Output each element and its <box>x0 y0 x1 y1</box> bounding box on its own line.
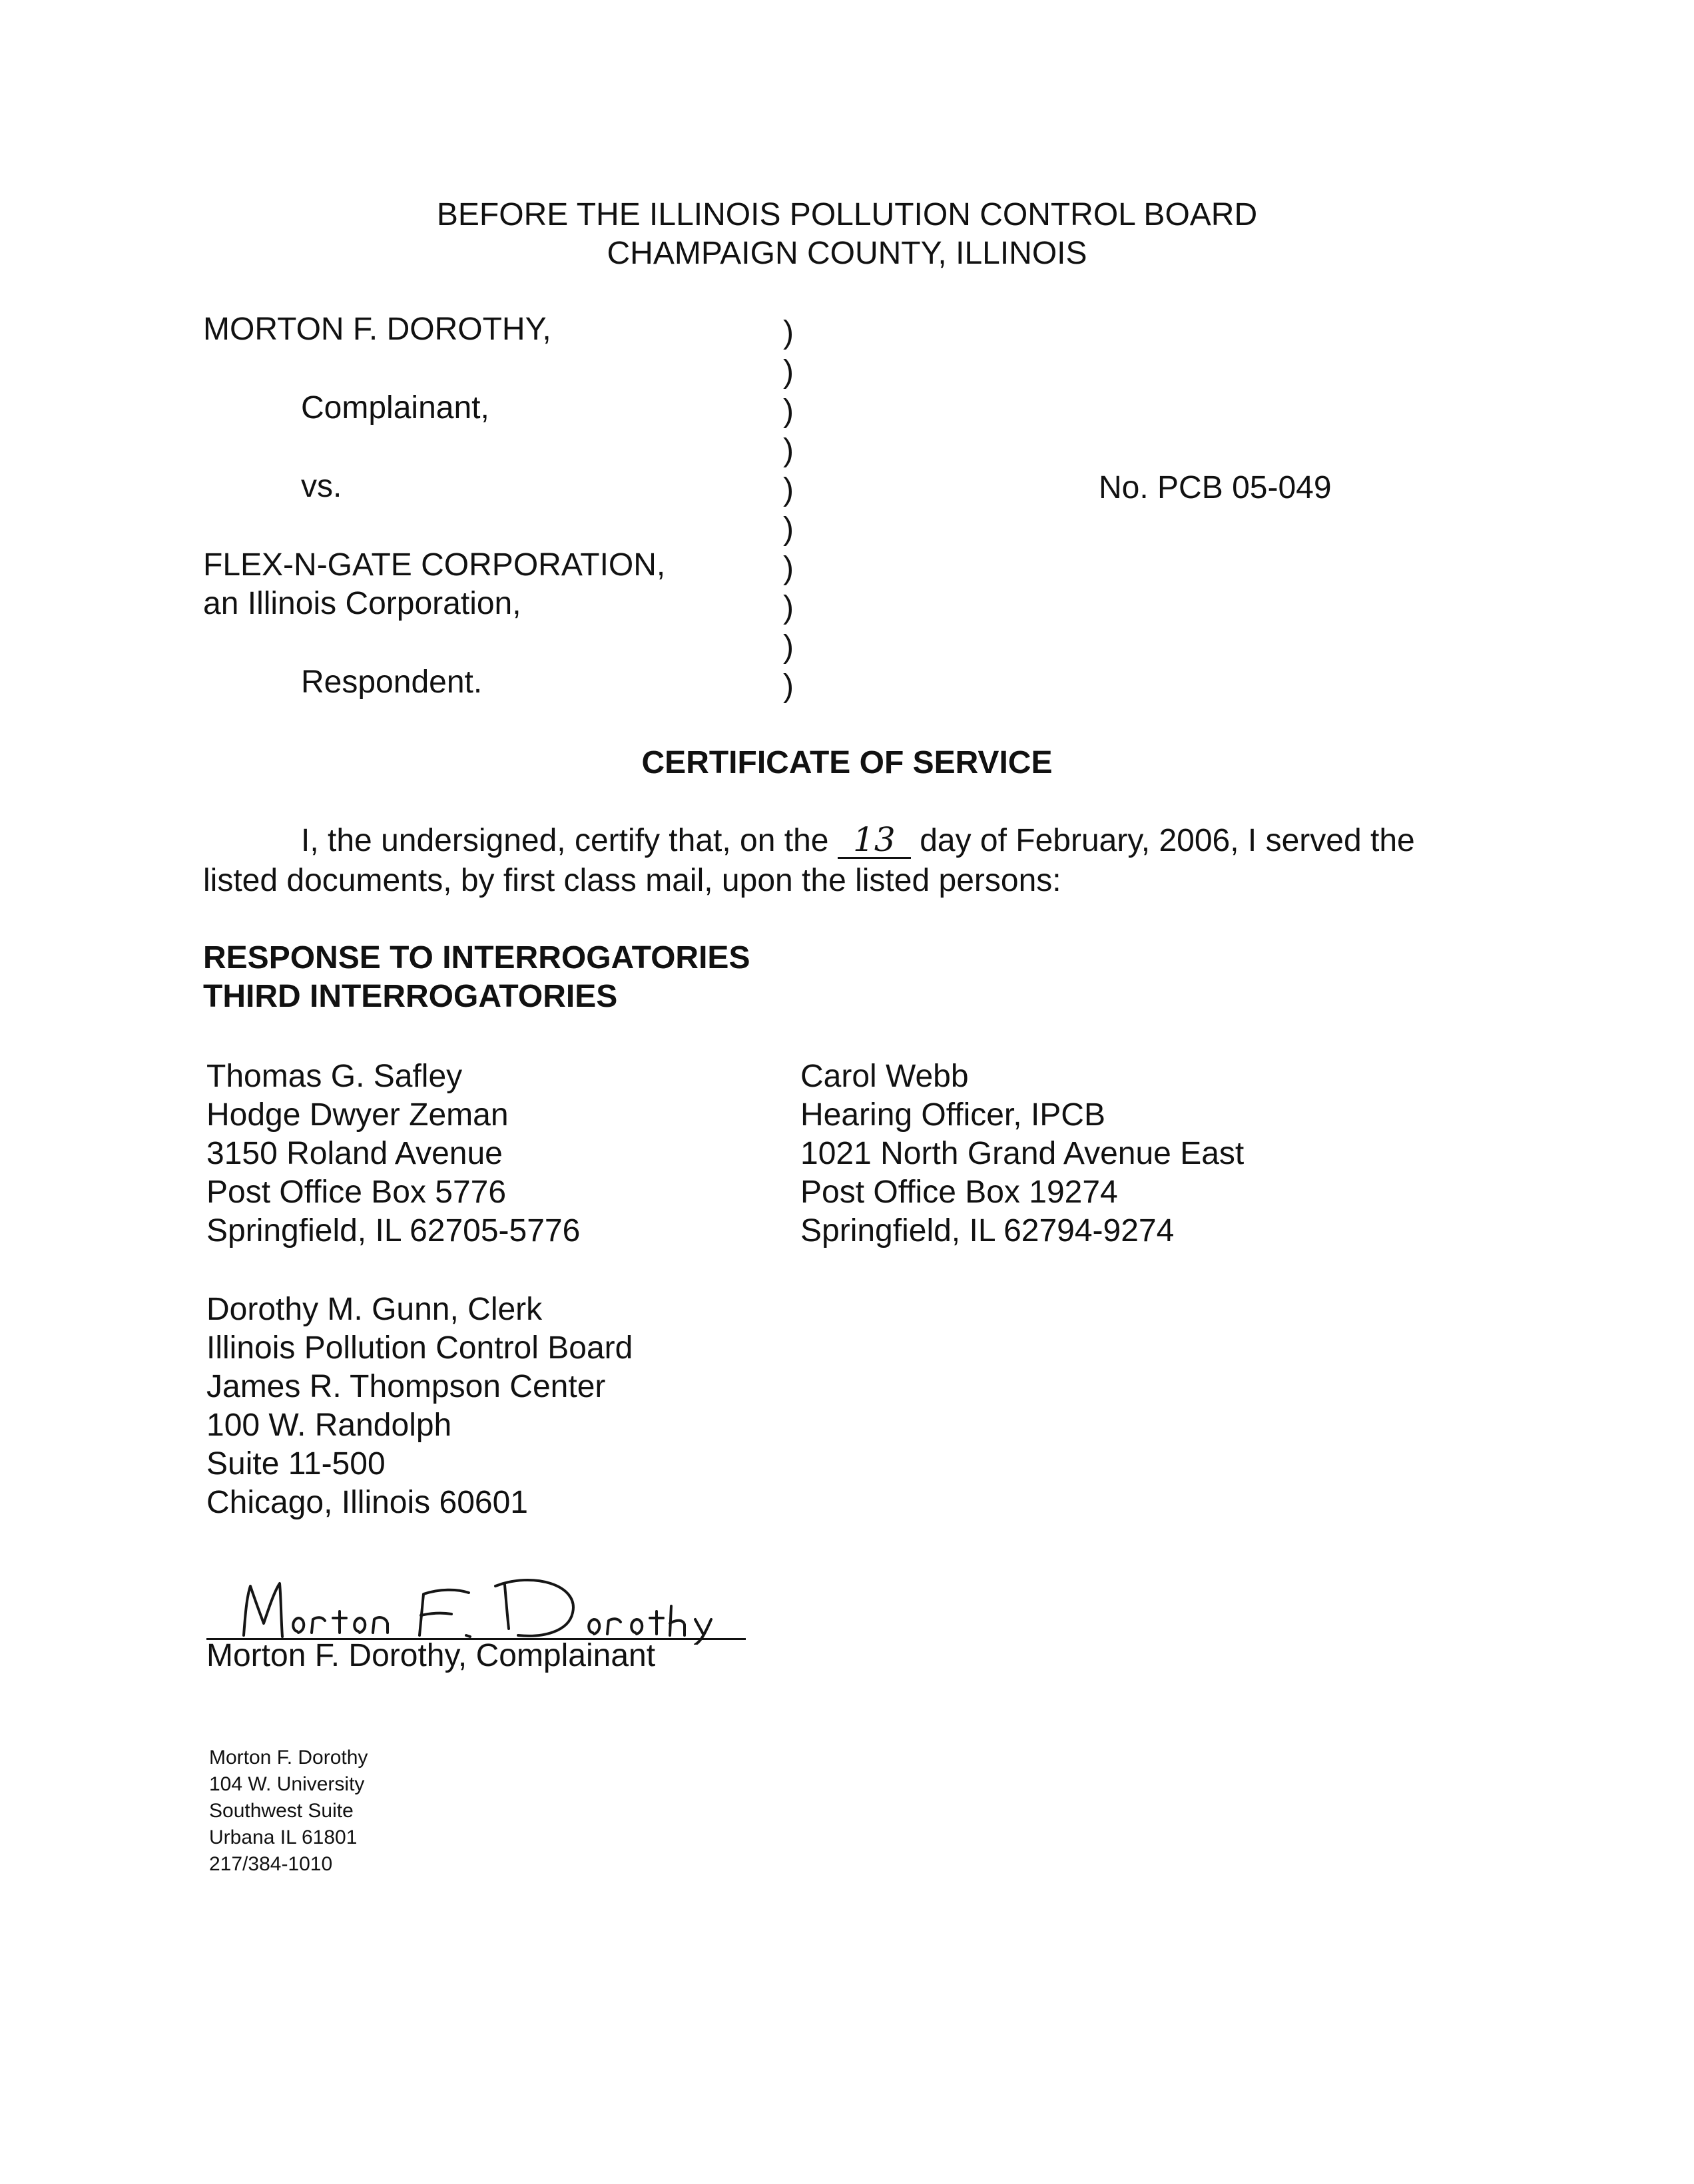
paren-mark: ) <box>783 394 794 429</box>
address-line: Carol Webb <box>800 1059 969 1094</box>
address-line: Dorothy M. Gunn, Clerk <box>206 1292 543 1327</box>
address-line: 100 W. Randolph <box>206 1408 452 1443</box>
certificate-body-before: I, the undersigned, certify that, on the <box>301 823 829 858</box>
address-line: Thomas G. Safley <box>206 1059 463 1094</box>
address-line: Hearing Officer, IPCB <box>800 1097 1105 1133</box>
paren-mark: ) <box>783 472 794 507</box>
case-number: No. PCB 05-049 <box>1099 470 1332 505</box>
sender-address-line: 104 W. University <box>209 1773 365 1795</box>
paren-mark: ) <box>783 669 794 704</box>
recipient-address-block <box>206 1057 580 1250</box>
address-line: 1021 North Grand Avenue East <box>800 1136 1245 1171</box>
address-line: Chicago, Illinois 60601 <box>206 1485 528 1520</box>
signature-caption: Morton F. Dorothy, Complainant <box>206 1638 656 1673</box>
address-line: 3150 Roland Avenue <box>206 1136 503 1171</box>
document-title: RESPONSE TO INTERROGATORIES <box>203 940 750 975</box>
address-line: Springfield, IL 62794-9274 <box>800 1213 1175 1248</box>
sender-address-line: 217/384-1010 <box>209 1853 333 1875</box>
caption-parenthesis-column <box>783 313 810 706</box>
respondent-description: an Illinois Corporation, <box>203 586 521 621</box>
complainant-role: Complainant, <box>301 390 489 425</box>
sender-address-block <box>209 1745 368 1878</box>
address-line: Post Office Box 5776 <box>206 1175 507 1210</box>
certificate-body-line1 <box>301 822 1415 860</box>
address-line: Hodge Dwyer Zeman <box>206 1097 509 1133</box>
document-title: THIRD INTERROGATORIES <box>203 979 618 1014</box>
address-line: Suite 11-500 <box>206 1446 386 1482</box>
paren-mark: ) <box>783 354 794 390</box>
paren-mark: ) <box>783 629 794 665</box>
paren-mark: ) <box>783 433 794 468</box>
respondent-name: FLEX-N-GATE CORPORATION, <box>203 547 666 583</box>
paren-mark: ) <box>783 551 794 586</box>
respondent-role: Respondent. <box>301 665 483 700</box>
paren-mark: ) <box>783 590 794 625</box>
board-heading: BEFORE THE ILLINOIS POLLUTION CONTROL BOARD <box>436 197 1258 232</box>
sender-address-line: Morton F. Dorothy <box>209 1747 368 1769</box>
complainant-name: MORTON F. DOROTHY, <box>203 312 551 347</box>
paren-mark: ) <box>783 315 794 350</box>
recipient-address-block <box>800 1057 1244 1250</box>
address-line: Springfield, IL 62705-5776 <box>206 1213 581 1248</box>
handwritten-signature <box>240 1571 746 1645</box>
recipient-address-block <box>206 1290 633 1522</box>
address-line: James R. Thompson Center <box>206 1369 606 1404</box>
certificate-body-line2: listed documents, by first class mail, upon the listed persons: <box>203 863 1061 898</box>
certificate-title: CERTIFICATE OF SERVICE <box>641 745 1053 780</box>
certificate-body-after: day of February, 2006, I served the <box>920 823 1415 858</box>
paren-mark: ) <box>783 511 794 547</box>
sender-address-line: Urbana IL 61801 <box>209 1826 358 1848</box>
county-heading: CHAMPAIGN COUNTY, ILLINOIS <box>607 236 1087 271</box>
sender-address-line: Southwest Suite <box>209 1800 354 1822</box>
address-line: Illinois Pollution Control Board <box>206 1330 633 1366</box>
handwritten-day: 13 <box>838 822 911 859</box>
versus-label: vs. <box>301 469 342 504</box>
address-line: Post Office Box 19274 <box>800 1175 1118 1210</box>
